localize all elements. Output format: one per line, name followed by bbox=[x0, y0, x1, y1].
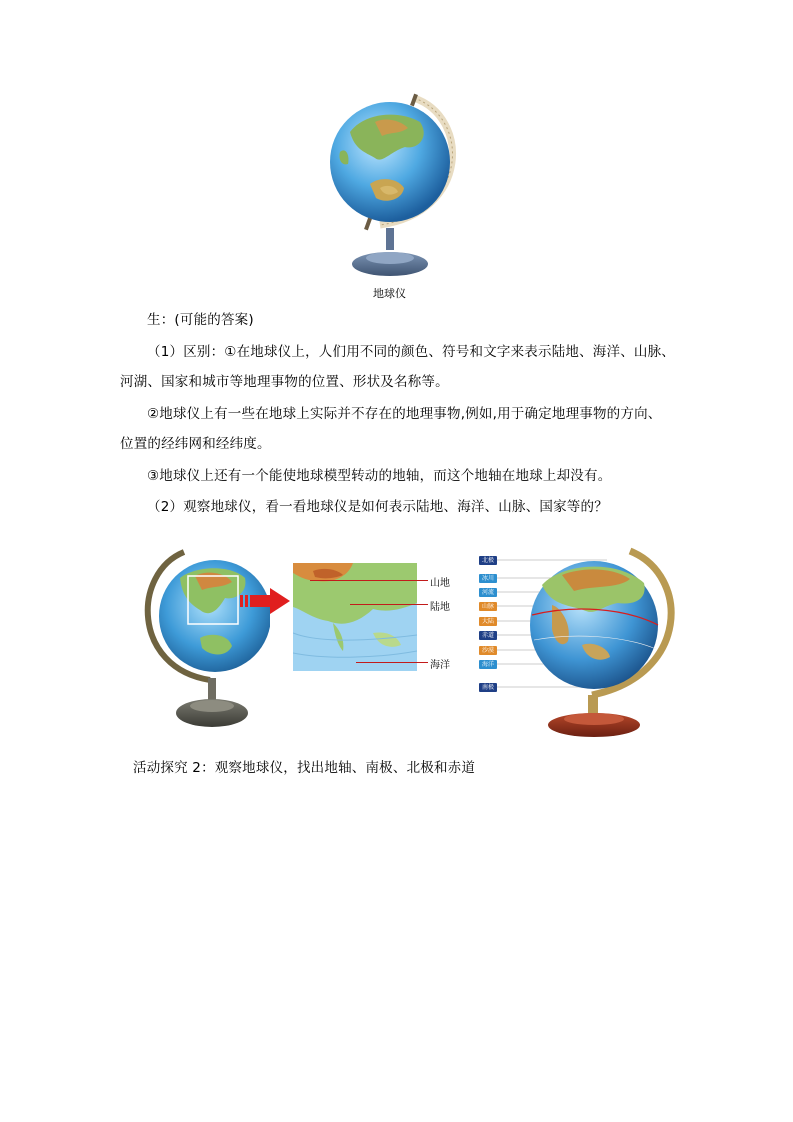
globe-image bbox=[320, 92, 470, 282]
legend-tag: 南极 bbox=[479, 683, 497, 692]
figure-1-caption: 地球仪 bbox=[373, 287, 406, 300]
difference-line-2: 河湖、国家和城市等地理事物的位置、形状及名称等。 bbox=[120, 374, 449, 390]
difference-point-2-line-2: 位置的经纬网和经纬度。 bbox=[120, 436, 271, 452]
globe-with-legend bbox=[522, 545, 682, 740]
legend-tag: 河流 bbox=[479, 588, 497, 597]
zoom-arrow-icon bbox=[240, 588, 290, 614]
globe-figure-left bbox=[140, 548, 270, 733]
legend-tag: 赤道 bbox=[479, 631, 497, 640]
land-leader-line bbox=[350, 604, 428, 605]
answer-intro: 生：(可能的答案) bbox=[147, 312, 254, 328]
legend-tag: 沙漠 bbox=[479, 646, 497, 655]
mountain-leader-line bbox=[310, 580, 428, 581]
difference-line-1: （1）区别：①在地球仪上，人们用不同的颜色、符号和文字来表示陆地、海洋、山脉、 bbox=[147, 344, 675, 360]
question-2: （2）观察地球仪，看一看地球仪是如何表示陆地、海洋、山脉、国家等的？ bbox=[147, 499, 608, 515]
globe-figure-1 bbox=[320, 92, 470, 282]
legend-tag: 冰川 bbox=[479, 574, 497, 583]
legend-tag: 海洋 bbox=[479, 660, 497, 669]
difference-point-3: ③地球仪上还有一个能使地球模型转动的地轴，而这个地轴在地球上却没有。 bbox=[147, 468, 612, 484]
label-mountain: 山地 bbox=[430, 578, 450, 589]
ocean-leader-line bbox=[356, 662, 428, 663]
globe-with-zoom-box bbox=[140, 548, 270, 733]
legend-tag: 山脉 bbox=[479, 602, 497, 611]
legend-tag: 大陆 bbox=[479, 617, 497, 626]
label-ocean: 海洋 bbox=[430, 660, 450, 671]
difference-point-2-line-1: ②地球仪上有一些在地球上实际并不存在的地理事物,例如,用于确定地理事物的方向、 bbox=[147, 406, 662, 422]
activity-prompt: 活动探究 2：观察地球仪，找出地轴、南极、北极和赤道 bbox=[133, 760, 476, 776]
legend-tag: 北极 bbox=[479, 556, 497, 565]
globe-figure-right bbox=[522, 545, 682, 740]
label-land: 陆地 bbox=[430, 602, 450, 613]
